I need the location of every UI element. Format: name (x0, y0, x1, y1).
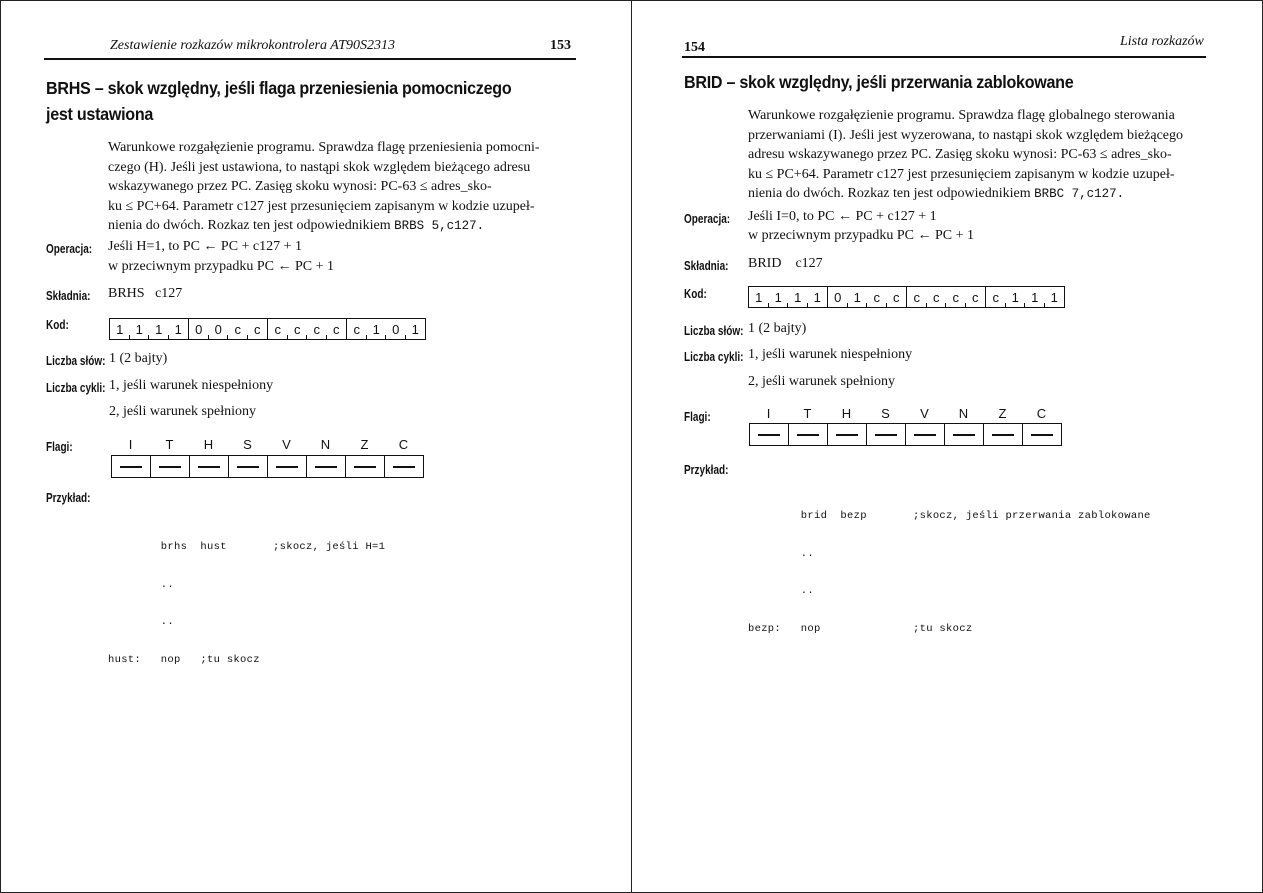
flag-name: S (881, 406, 890, 421)
description-line: ku ≤ PC+64. Parametr c127 jest przesunięciem zapisanym w kodzie uzupeł- (108, 198, 535, 214)
opcode-bit: 1 (174, 321, 182, 337)
flag-name: H (841, 406, 852, 421)
opcode-bit: 0 (828, 287, 848, 307)
opcode-bit: c (927, 287, 947, 307)
unaffected-dash-icon (1031, 434, 1053, 436)
flag-cell (984, 424, 1023, 445)
unaffected-dash-icon (120, 466, 142, 468)
cycles-value: 1, jeśli warunek niespełniony (748, 347, 913, 362)
words-value: 1 (2 bajty) (748, 321, 807, 336)
cycles-value: 1, jeśli warunek niespełniony (109, 378, 274, 393)
flag-name: N (320, 437, 331, 452)
unaffected-dash-icon (758, 434, 780, 436)
syntax-value: BRHS c127 (108, 286, 183, 301)
opcode-bit: c (893, 289, 900, 305)
code-line: hust: nop ;tu skocz (108, 653, 260, 666)
flag-cell (385, 456, 423, 477)
opcode-bit: 0 (386, 319, 406, 339)
instruction-heading-line1: BRID – skok względny, jeśli przerwania zablokowane (684, 72, 1074, 92)
example-code (748, 485, 1151, 660)
flag-cell (750, 424, 789, 445)
instruction-description (108, 138, 574, 237)
opcode-bit: 1 (749, 287, 769, 307)
example-label: Przykład: (46, 491, 91, 505)
flag-cell (190, 456, 229, 477)
opcode-nibble (828, 287, 907, 307)
example-code (108, 516, 385, 691)
unaffected-dash-icon (315, 466, 337, 468)
opcode-nibble (110, 319, 189, 339)
opcode-bit: c (907, 287, 927, 307)
page-number: 154 (684, 40, 705, 55)
cycles-value: 2, jeśli warunek spełniony (748, 374, 895, 389)
description-line: wskazywanego przez PC. Zasięg skoku wynosi: PC-63 ≤ adres_sko- (108, 179, 492, 194)
flag-name: V (282, 437, 291, 452)
flag-cell (789, 424, 828, 445)
flags-label: Flagi: (684, 410, 711, 424)
operation-line: w przeciwnym przypadku PC ← PC + 1 (108, 259, 335, 274)
opcode-bit: 1 (1006, 287, 1026, 307)
flag-name: H (203, 437, 214, 452)
unaffected-dash-icon (836, 434, 858, 436)
flag-name: Z (998, 406, 1007, 421)
description-line: nienia do dwóch. Rozkaz ten jest odpowiednikiem BRBC 7,c127. (748, 186, 1125, 201)
flag-cell (1023, 424, 1061, 445)
flag-cell (346, 456, 385, 477)
flag-cell (268, 456, 307, 477)
words-label: Liczba słów: (684, 324, 744, 338)
flag-cell (112, 456, 151, 477)
header-rule (44, 58, 576, 60)
opcode-box (109, 318, 426, 340)
description-line: czego (H). Jeśli jest ustawiona, to nastąpi skok względem bieżącego adresu (108, 159, 531, 175)
syntax-value: BRID c127 (748, 256, 823, 271)
flags-box (111, 455, 424, 478)
words-value: 1 (2 bajty) (109, 351, 168, 366)
equivalent-instruction: BRBS 5,c127. (394, 219, 485, 233)
opcode-bit: c (307, 319, 327, 339)
flag-name: I (128, 437, 133, 452)
opcode-bit: c (254, 321, 261, 337)
opcode-bit: 1 (149, 319, 169, 339)
flag-name: Z (360, 437, 369, 452)
running-header-title: Zestawienie rozkazów mikrokontrolera AT90S2313 (110, 38, 396, 53)
code-line: .. (108, 578, 175, 591)
opcode-nibble (749, 287, 828, 307)
code-line: brhs hust ;skocz, jeśli H=1 (108, 541, 386, 553)
code-line: .. (108, 616, 175, 628)
code-line: bezp: nop ;tu skocz (748, 622, 973, 635)
flag-name: S (243, 437, 252, 452)
opcode-bit: c (268, 319, 288, 339)
unaffected-dash-icon (875, 434, 897, 436)
opcode-bit: 1 (769, 287, 789, 307)
syntax-label: Składnia: (684, 259, 729, 273)
right-page (632, 0, 1263, 893)
opcode-bit: c (228, 319, 248, 339)
operation-label: Operacja: (46, 242, 93, 256)
opcode-nibble (189, 319, 268, 339)
opcode-bit: 1 (813, 289, 821, 305)
opcode-bit: c (333, 321, 340, 337)
instruction-heading-line1: BRHS – skok względny, jeśli flaga przeniesienia pomocniczego (46, 78, 512, 98)
flag-name: C (398, 437, 409, 452)
opcode-nibble (347, 319, 425, 339)
flag-name: T (803, 406, 812, 421)
code-line: .. (748, 547, 815, 560)
opcode-bit: 1 (110, 319, 130, 339)
flag-cell (867, 424, 906, 445)
flag-cell (828, 424, 867, 445)
operation-label: Operacja: (684, 212, 731, 226)
instruction-heading-line2: jest ustawiona (46, 104, 154, 124)
opcode-bit: 1 (367, 319, 387, 339)
page-number: 153 (550, 38, 571, 53)
flag-name: C (1036, 406, 1047, 421)
unaffected-dash-icon (198, 466, 220, 468)
flags-box (749, 423, 1062, 446)
opcode-bit: 0 (209, 319, 229, 339)
running-header-title: Lista rozkazów (1120, 34, 1204, 49)
left-page (0, 0, 631, 893)
opcode-bit: 1 (1025, 287, 1045, 307)
opcode-bit: 0 (189, 319, 209, 339)
flag-cell (307, 456, 346, 477)
opcode-bit: 1 (848, 287, 868, 307)
description-line: Warunkowe rozgałęzienie programu. Sprawdza flagę globalnego sterowania (748, 108, 1175, 123)
words-label: Liczba słów: (46, 354, 106, 368)
flag-cell (151, 456, 190, 477)
operation-line: w przeciwnym przypadku PC ← PC + 1 (748, 228, 975, 243)
unaffected-dash-icon (354, 466, 376, 468)
operation-line: Jeśli H=1, to PC ← PC + c127 + 1 (108, 239, 303, 254)
opcode-bit: 1 (411, 321, 419, 337)
code-label: Kod: (684, 287, 707, 301)
code-line: brid bezp ;skocz, jeśli przerwania zablokowane (748, 510, 1151, 522)
flag-name: N (958, 406, 969, 421)
opcode-bit: c (288, 319, 308, 339)
opcode-nibble (907, 287, 986, 307)
description-line: przerwaniami (I). Jeśli jest wyzerowana, to nastąpi skok względem bieżącego (748, 127, 1183, 143)
flag-cell (906, 424, 945, 445)
flags-label: Flagi: (46, 440, 73, 454)
opcode-nibble (268, 319, 347, 339)
instruction-description (748, 106, 1208, 205)
opcode-bit: 1 (1050, 289, 1058, 305)
unaffected-dash-icon (237, 466, 259, 468)
unaffected-dash-icon (992, 434, 1014, 436)
flag-cell (229, 456, 268, 477)
description-line: Warunkowe rozgałęzienie programu. Sprawdza flagę przeniesienia pomocni- (108, 140, 540, 155)
opcode-box (748, 286, 1065, 308)
header-rule (682, 56, 1206, 58)
example-label: Przykład: (684, 463, 729, 477)
opcode-bit: 1 (788, 287, 808, 307)
flag-name: I (766, 406, 771, 421)
unaffected-dash-icon (953, 434, 975, 436)
cycles-label: Liczba cykli: (684, 350, 744, 364)
description-line: nienia do dwóch. Rozkaz ten jest odpowiednikiem BRBS 5,c127. (108, 218, 485, 233)
unaffected-dash-icon (914, 434, 936, 436)
flag-names (111, 437, 423, 452)
opcode-bit: c (986, 287, 1006, 307)
opcode-bit: c (347, 319, 367, 339)
code-line: .. (748, 585, 815, 597)
cycles-value: 2, jeśli warunek spełniony (109, 404, 256, 419)
flag-cell (945, 424, 984, 445)
description-line: ku ≤ PC+64. Parametr c127 jest przesunięciem zapisanym w kodzie uzupeł- (748, 166, 1175, 182)
description-line: adresu wskazywanego przez PC. Zasięg skoku wynosi: PC-63 ≤ adres_sko- (748, 147, 1172, 162)
opcode-nibble (986, 287, 1064, 307)
opcode-bit: 1 (130, 319, 150, 339)
unaffected-dash-icon (276, 466, 298, 468)
opcode-bit: c (867, 287, 887, 307)
flag-name: T (165, 437, 174, 452)
flag-name: V (920, 406, 929, 421)
operation-line: Jeśli I=0, to PC ← PC + c127 + 1 (748, 209, 937, 224)
opcode-bit: c (972, 289, 979, 305)
opcode-bit: c (946, 287, 966, 307)
unaffected-dash-icon (393, 466, 415, 468)
flag-names (749, 406, 1061, 421)
unaffected-dash-icon (797, 434, 819, 436)
code-label: Kod: (46, 318, 69, 332)
cycles-label: Liczba cykli: (46, 381, 106, 395)
equivalent-instruction: BRBC 7,c127. (1034, 187, 1125, 201)
syntax-label: Składnia: (46, 289, 91, 303)
unaffected-dash-icon (159, 466, 181, 468)
